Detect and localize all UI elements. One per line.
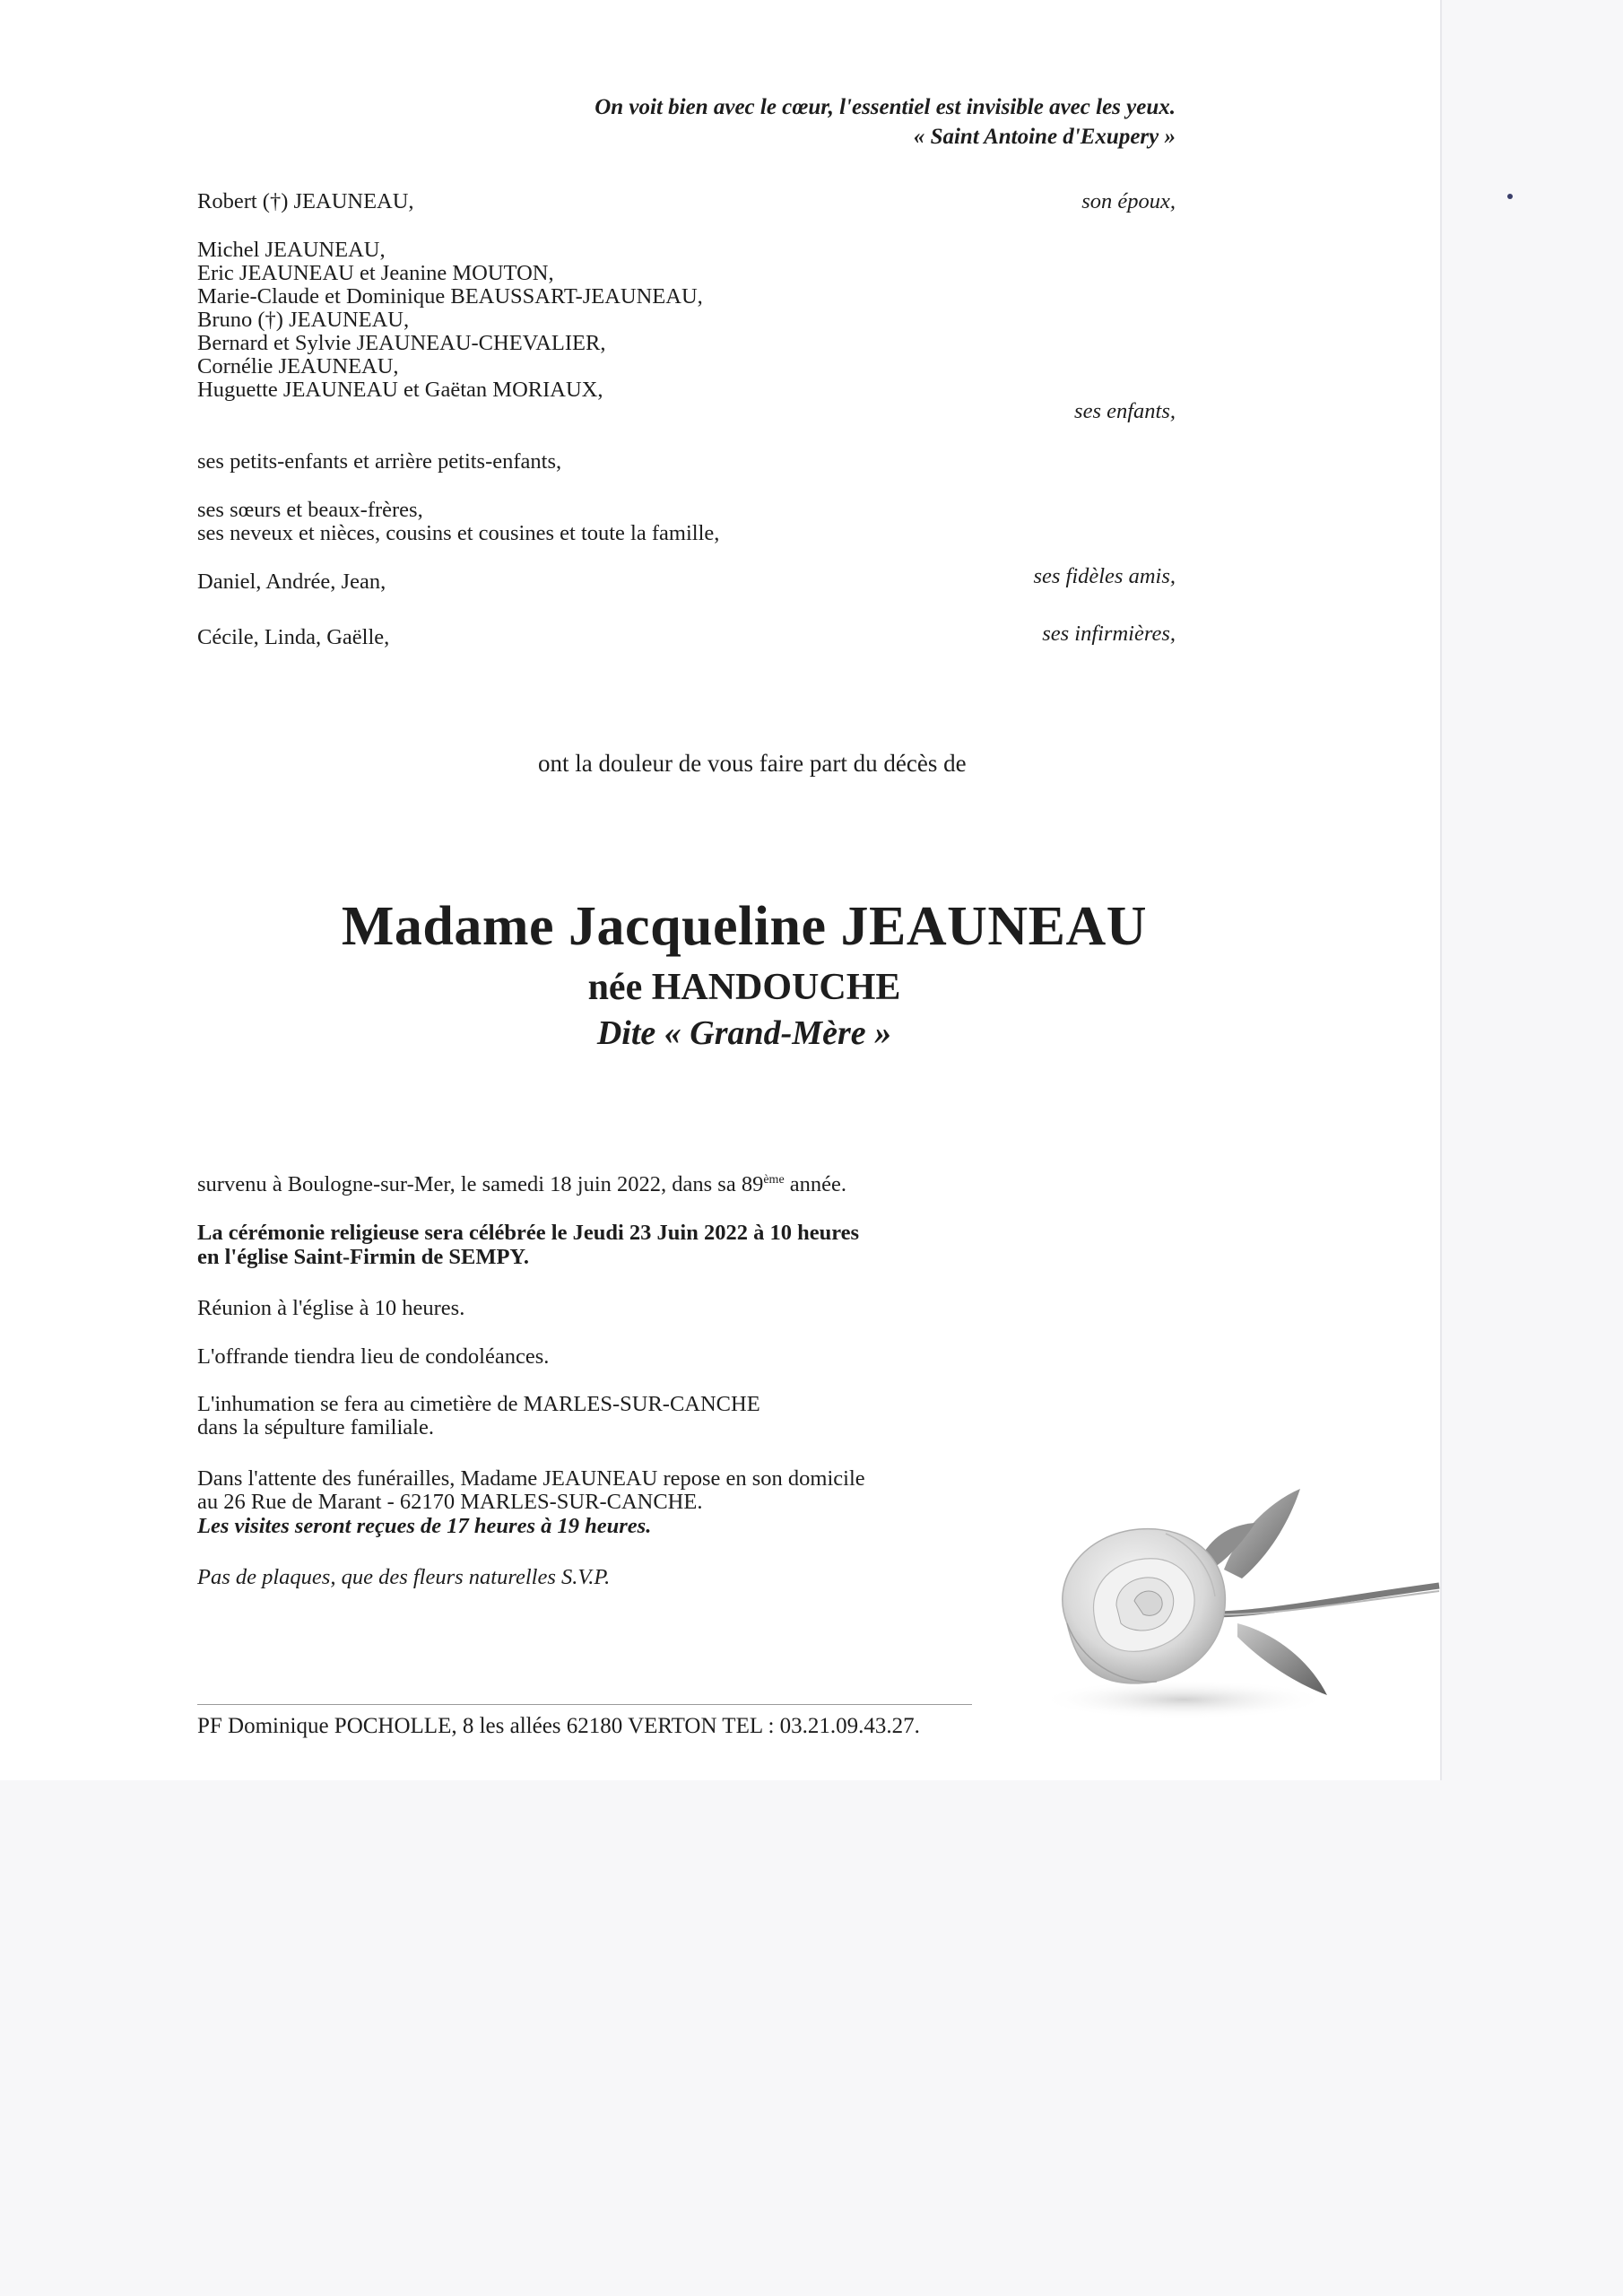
ceremony-line-1: La cérémonie religieuse sera célébrée le Jeudi 23 Juin 2022 à 10 heures [197,1221,860,1245]
funeral-home-footer: PF Dominique POCHOLLE, 8 les allées 62180 VERTON TEL : 03.21.09.43.27. [197,1714,920,1738]
child-3: Marie-Claude et Dominique BEAUSSART-JEAUNEAU, [197,284,703,309]
flowers-text: Pas de plaques, que des fleurs naturelles S.V.P. [197,1565,611,1589]
footer-rule [197,1704,972,1705]
ordinal-suffix: ème [763,1172,785,1187]
nurses-names: Cécile, Linda, Gaëlle, [197,625,390,649]
child-5: Bernard et Sylvie JEAUNEAU-CHEVALIER, [197,331,606,355]
quote-attribution: « Saint Antoine d'Exupery » [913,125,1176,149]
offering-text: L'offrande tiendra lieu de condoléances. [197,1344,550,1369]
child-2: Eric JEAUNEAU et Jeanine MOUTON, [197,261,554,285]
death-details [197,1173,846,1196]
grandchildren: ses petits-enfants et arrière petits-enfants, [197,449,562,474]
burial-line-1: L'inhumation se fera au cimetière de MARLES-SUR-CANCHE [197,1392,760,1416]
relatives: ses neveux et nièces, cousins et cousines et toute la famille, [197,521,720,545]
child-4: Bruno (†) JEAUNEAU, [197,308,410,332]
deceased-maiden-name: née HANDOUCHE [587,967,901,1008]
friends-role: ses fidèles amis, [1033,564,1176,588]
child-7: Huguette JEAUNEAU et Gaëtan MORIAUX, [197,378,603,402]
rest-line-2: au 26 Rue de Marant - 62170 MARLES-SUR-CANCHE. [197,1490,703,1514]
children-role: ses enfants, [1074,399,1176,423]
nurses-role: ses infirmières, [1042,622,1176,646]
meeting-text: Réunion à l'église à 10 heures. [197,1296,465,1320]
death-text-end: année. [784,1172,847,1196]
spouse-name: Robert (†) JEAUNEAU, [197,189,414,213]
rest-line-1: Dans l'attente des funérailles, Madame JEAUNEAU repose en son domicile [197,1466,865,1491]
friends-names: Daniel, Andrée, Jean, [197,570,386,594]
child-1: Michel JEAUNEAU, [197,238,386,262]
ceremony-line-2: en l'église Saint-Firmin de SEMPY. [197,1245,530,1269]
scan-speck [1507,194,1513,199]
spouse-role: son époux, [1081,189,1176,213]
deceased-name: Madame Jacqueline JEAUNEAU [341,896,1148,957]
deceased-nickname: Dite « Grand-Mère » [596,1014,892,1052]
burial-line-2: dans la sépulture familiale. [197,1415,434,1439]
visits-text: Les visites seront reçues de 17 heures à 19 heures. [197,1514,652,1538]
siblings: ses sœurs et beaux-frères, [197,498,423,522]
death-text: survenu à Boulogne-sur-Mer, le samedi 18 juin 2022, dans sa 89 [197,1172,764,1196]
quote-line-1: On voit bien avec le cœur, l'essentiel est invisible avec les yeux. [595,95,1176,119]
announcement-text: ont la douleur de vous faire part du décès de [538,750,967,777]
white-rose-icon [1031,1480,1444,1731]
child-6: Cornélie JEAUNEAU, [197,354,399,378]
